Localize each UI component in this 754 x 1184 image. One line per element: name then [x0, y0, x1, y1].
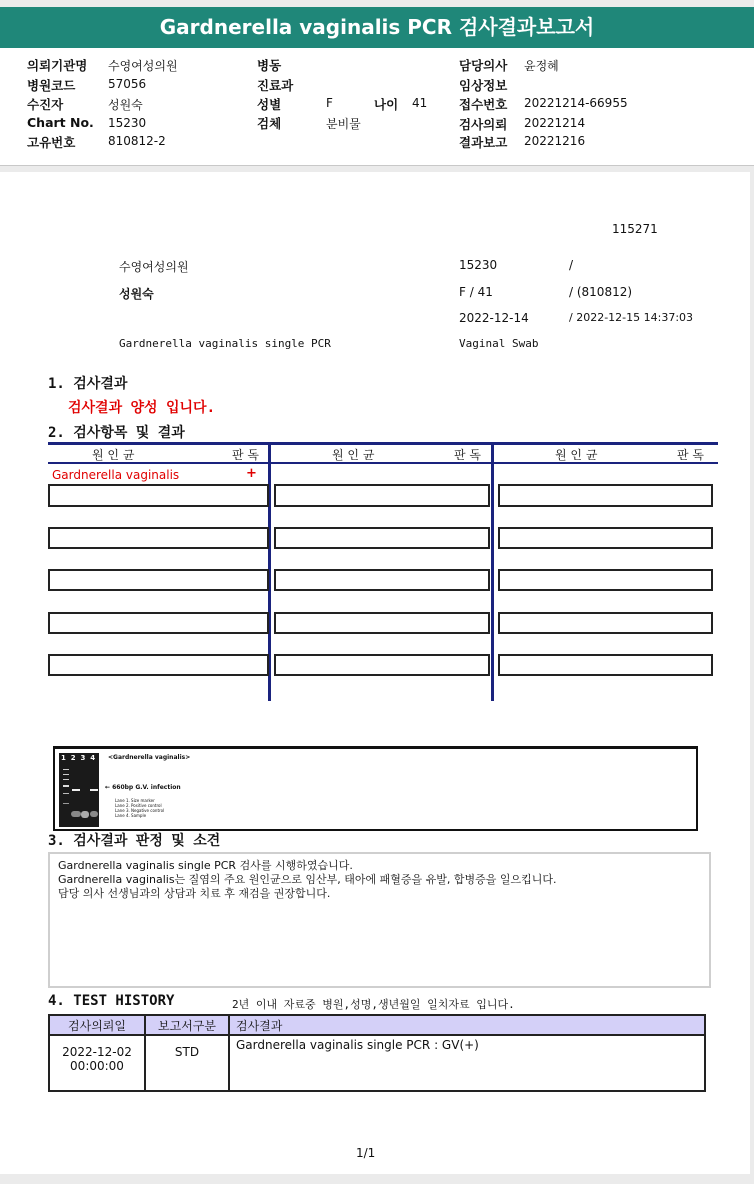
- history-date: 2022-12-02: [62, 1045, 132, 1059]
- sex-label: 성별: [257, 97, 282, 112]
- result-cell: [48, 654, 269, 676]
- summary-request-date: 2022-12-14: [459, 311, 529, 325]
- history-header-result: 검사결과: [229, 1015, 705, 1035]
- result-cell: [498, 527, 713, 549]
- section4-title: 4. TEST HISTORY: [48, 993, 175, 1009]
- history-note: 2년 이내 자료중 병원,성명,생년월일 일치자료 입니다.: [232, 998, 515, 1011]
- gel-lane-numbers: 1 2 3 4: [61, 754, 96, 762]
- page-indicator: 1/1: [356, 1146, 376, 1160]
- opinion-box: [48, 852, 711, 988]
- patient-label: 수진자: [27, 97, 64, 112]
- doctor-label: 담당의사: [459, 58, 508, 73]
- result-cell: [498, 654, 713, 676]
- report-title: Gardnerella vaginalis PCR 검사결과보고서: [0, 7, 754, 48]
- table-header-rule: [48, 462, 718, 464]
- summary-chart-no: 15230: [459, 258, 498, 272]
- history-header-row: [49, 1015, 705, 1035]
- col-header-organism-2: 원 인 균: [332, 448, 375, 462]
- specimen-label: 검체: [257, 116, 282, 131]
- dept-label: 진료과: [257, 78, 294, 93]
- section1-title: 1. 검사결과: [48, 376, 128, 392]
- history-header-date: 검사의뢰일: [49, 1015, 145, 1035]
- request-date-label: 검사의뢰: [459, 117, 508, 132]
- history-time: 00:00:00: [70, 1059, 124, 1073]
- doctor-value: 윤정혜: [524, 59, 559, 73]
- gel-legend-3: Lane 3. Negative control: [115, 808, 165, 813]
- result-cell: [48, 527, 269, 549]
- col-header-organism-3: 원 인 균: [555, 448, 598, 462]
- summary-specimen: Vaginal Swab: [459, 337, 539, 350]
- result-cell: [48, 484, 269, 507]
- table-top-rule: [48, 442, 718, 445]
- result-cell: [274, 654, 490, 676]
- col-header-reading-1: 판 독: [232, 448, 259, 462]
- report-header: [0, 48, 754, 166]
- history-table: [48, 1014, 706, 1092]
- result-cell: [498, 569, 713, 591]
- summary-institution: 수영여성의원: [119, 260, 189, 274]
- unique-no-value: 810812-2: [108, 134, 166, 148]
- section2-title: 2. 검사항목 및 결과: [48, 425, 185, 441]
- patient-value: 성원숙: [108, 98, 143, 112]
- gel-electrophoresis-panel: [53, 746, 698, 831]
- result-cell: [274, 612, 490, 634]
- institution-value: 수영여성의원: [108, 59, 178, 73]
- clinical-info-label: 임상정보: [459, 78, 508, 93]
- chart-no-label: Chart No.: [27, 115, 94, 130]
- gel-legend-2: Lane 2. Positive control: [115, 803, 162, 808]
- report-date-value: 20221216: [524, 134, 586, 148]
- gel-title: <Gardnerella vaginalis>: [108, 754, 191, 761]
- age-label: 나이: [374, 97, 399, 112]
- age-value: 41: [412, 96, 428, 110]
- history-result: Gardnerella vaginalis single PCR : GV(+): [229, 1035, 705, 1091]
- specimen-value: 분비물: [326, 117, 361, 131]
- opinion-line-3: 담당 의사 선생님과의 상담과 치료 후 재검을 권장합니다.: [58, 887, 331, 900]
- col-header-organism-1: 원 인 균: [92, 448, 135, 462]
- unique-no-label: 고유번호: [27, 135, 76, 150]
- hospital-code-label: 병원코드: [27, 78, 76, 93]
- history-header-type: 보고서구분: [145, 1015, 229, 1035]
- history-date-cell: [49, 1035, 145, 1091]
- summary-birth: / (810812): [569, 285, 633, 299]
- column-divider-2: [491, 442, 494, 701]
- summary-report-datetime: / 2022-12-15 14:37:03: [569, 311, 694, 324]
- gel-legend-4: Lane 4. Sample: [115, 813, 147, 818]
- gel-legend-1: Lane 1. Size marker: [115, 798, 155, 803]
- col-header-reading-2: 판 독: [454, 448, 481, 462]
- result-reading: +: [246, 466, 257, 481]
- summary-sex-age: F / 41: [459, 285, 493, 299]
- request-date-value: 20221214: [524, 116, 586, 130]
- receipt-no-value: 20221214-66955: [524, 96, 628, 110]
- section1-result: 검사결과 양성 입니다.: [68, 400, 216, 416]
- col-header-reading-3: 판 독: [677, 448, 704, 462]
- institution-label: 의뢰기관명: [27, 58, 88, 73]
- result-organism: Gardnerella vaginalis: [52, 468, 180, 482]
- summary-patient-name: 성원숙: [119, 287, 154, 301]
- ward-label: 병동: [257, 58, 282, 73]
- receipt-no-label: 접수번호: [459, 97, 508, 112]
- summary-slash: /: [569, 258, 574, 272]
- section3-title: 3. 검사결과 판정 및 소견: [48, 833, 221, 849]
- opinion-line-2: Gardnerella vaginalis는 질염의 주요 원인균으로 임산부, 태아에 패혈증을 유발, 합병증을 일으킵니다.: [58, 873, 557, 886]
- gel-image: [59, 753, 99, 827]
- opinion-line-1: Gardnerella vaginalis single PCR 검사를 시행하였습니다.: [58, 859, 353, 872]
- sex-value: F: [326, 96, 333, 110]
- chart-no-value: 15230: [108, 116, 147, 130]
- result-cell: [48, 569, 269, 591]
- id-number: 115271: [612, 222, 658, 236]
- history-row: [49, 1035, 705, 1091]
- result-cell: [498, 612, 713, 634]
- summary-test-name: Gardnerella vaginalis single PCR: [119, 337, 331, 350]
- result-cell: [274, 484, 490, 507]
- result-cell: [274, 569, 490, 591]
- gel-band-label: ← 660bp G.V. infection: [105, 784, 181, 791]
- report-date-label: 결과보고: [459, 135, 508, 150]
- result-cell: [498, 484, 713, 507]
- hospital-code-value: 57056: [108, 77, 147, 91]
- result-cell: [274, 527, 490, 549]
- result-cell: [48, 612, 269, 634]
- history-type: STD: [145, 1035, 229, 1091]
